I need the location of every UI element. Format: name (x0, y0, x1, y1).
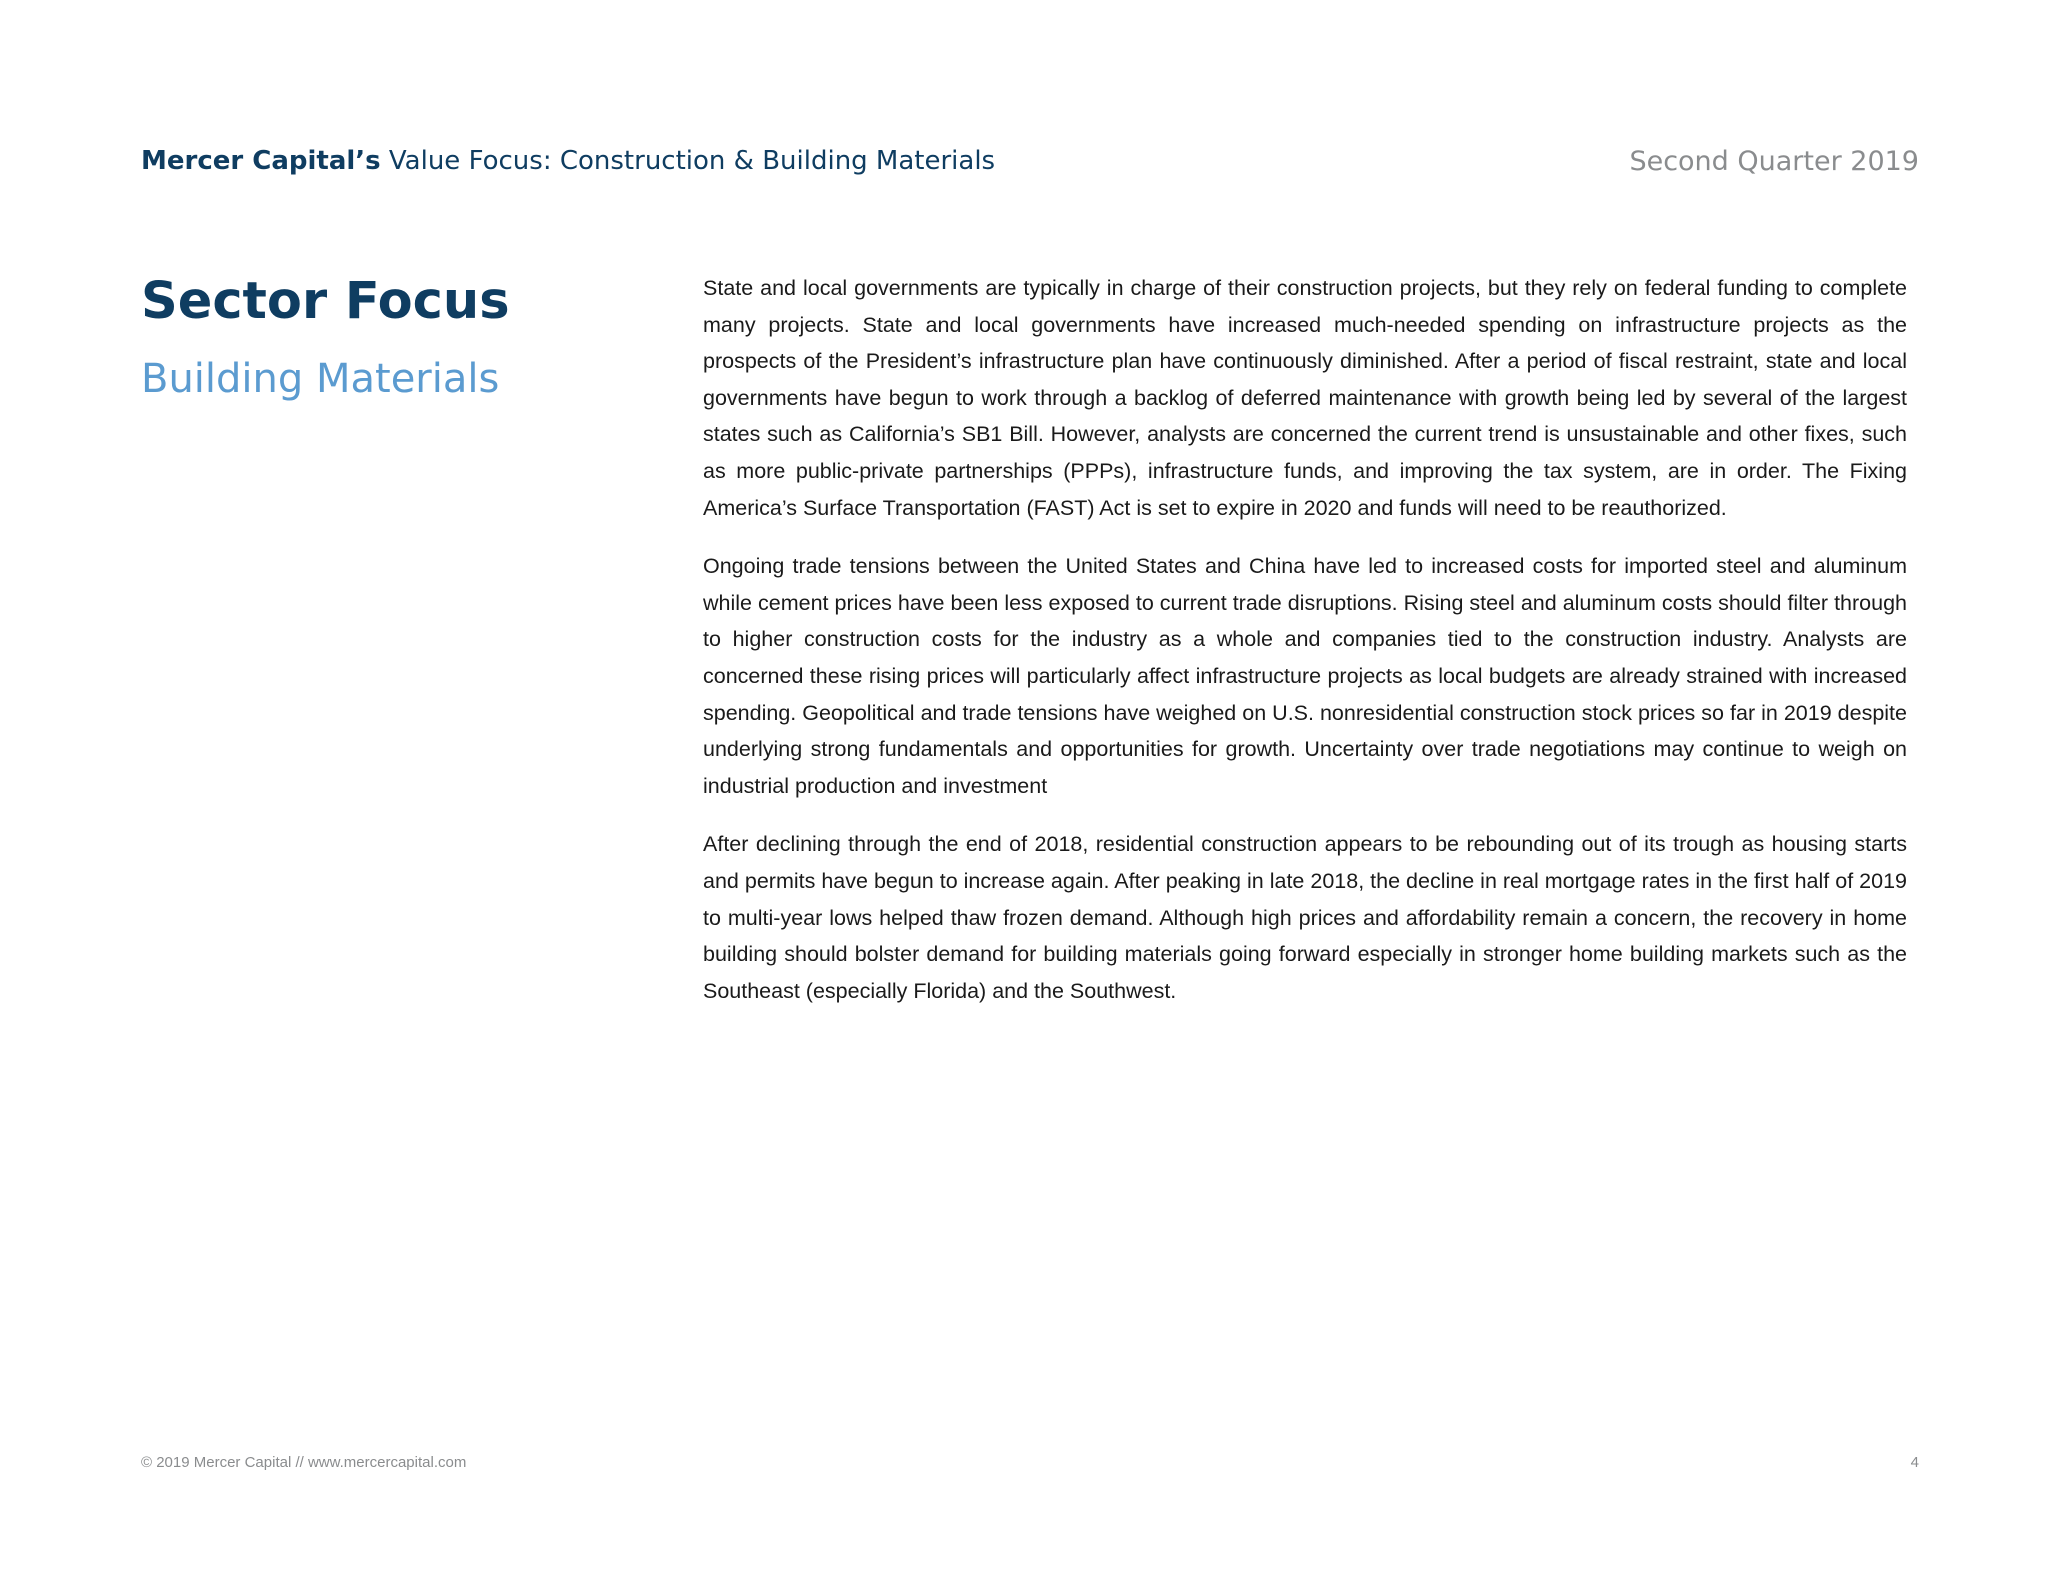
report-period: Second Quarter 2019 (1629, 146, 1919, 177)
section-subtitle: Building Materials (141, 356, 500, 402)
publication-title: Value Focus: Construction & Building Materials (388, 146, 996, 176)
paragraph-infrastructure-funding: State and local governments are typically in charge of their construction projects, but they rely on federal funding to complete many projects. State and local governments have increased much-needed spending on infrastructure projects as the prospects of the President’s infrastructure plan have continuously diminished. After a period of fiscal restraint, state and local governments have begun to work through a backlog of deferred maintenance with growth being led by several of the largest states such as California’s SB1 Bill. However, analysts are concerned the current trend is unsustainable and other fixes, such as more public-private partnerships (PPPs), infrastructure funds, and improving the tax system, are in order. The Fixing America’s Surface Transportation (FAST) Act is set to expire in 2020 and funds will need to be reauthorized. (703, 276, 1907, 520)
paragraph-trade-tensions: Ongoing trade tensions between the United States and China have led to increased costs for imported steel and aluminum while cement prices have been less exposed to current trade disruptions. Rising steel and aluminum costs should filter through to higher construction costs for the industry as a whole and companies tied to the construction industry. Analysts are concerned these rising prices will particularly affect infrastructure projects as local budgets are already strained with increased spending. Geopolitical and trade tensions have weighed on U.S. nonresidential construction stock prices so far in 2019 despite underlying strong fundamentals and opportunities for growth. Uncertainty over trade negotiations may continue to weigh on industrial production and investment (703, 554, 1907, 798)
section-title: Sector Focus (141, 272, 510, 331)
page-number: 4 (1910, 1454, 1919, 1471)
brand-name: Mercer Capital’s (141, 146, 381, 176)
running-header (141, 146, 995, 176)
paragraph-residential-construction: After declining through the end of 2018, residential construction appears to be rebounding out of its trough as housing starts and permits have begun to increase again. After peaking in late 2018, the decline in real mortgage rates in the first half of 2019 to multi-year lows helped thaw frozen demand. Although high prices and affordability remain a concern, the recovery in home building should bolster demand for building materials going forward especially in stronger home building markets such as the Southeast (especially Florida) and the Southwest. (703, 832, 1907, 1003)
footer-copyright: © 2019 Mercer Capital // www.mercercapital.com (141, 1454, 467, 1471)
article-body (703, 270, 1907, 1031)
